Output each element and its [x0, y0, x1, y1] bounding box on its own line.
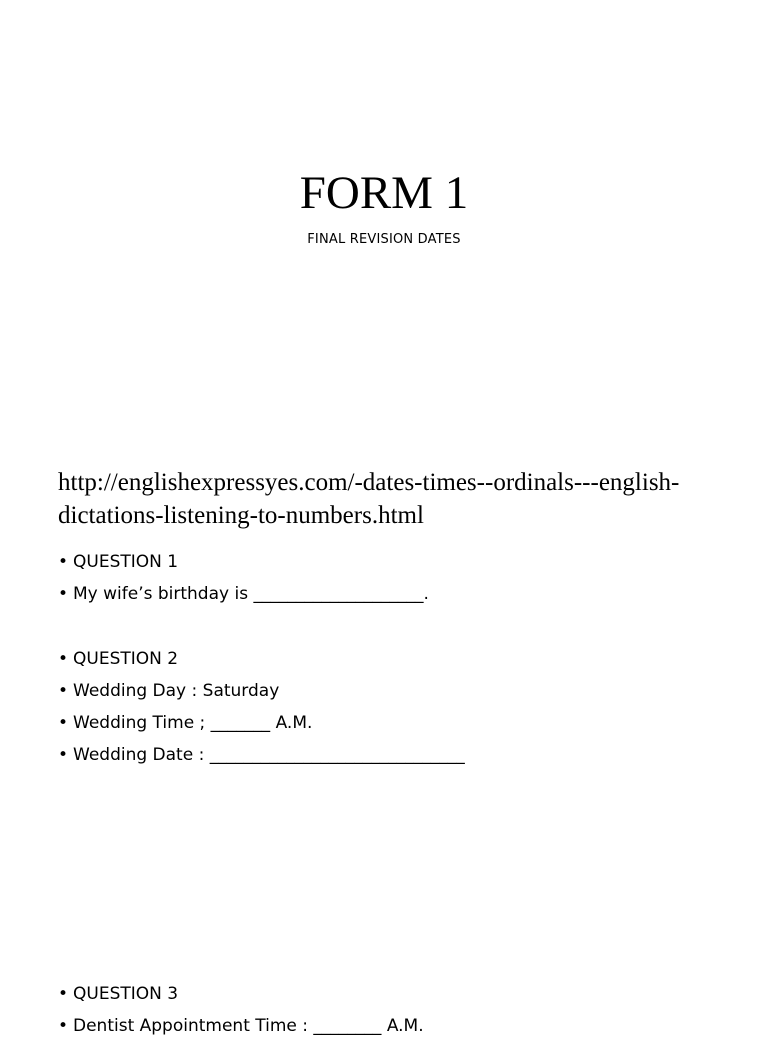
wedding-time-item: • Wedding Time ; _______ A.M. — [58, 707, 465, 739]
question-1-list — [58, 546, 429, 610]
question-3-list — [58, 978, 424, 1042]
slide-title: FORM 1 — [299, 167, 469, 219]
source-link[interactable]: http://englishexpressyes.com/-dates-times--ordinals---english-dictations-listening-to-numbers.html — [58, 469, 680, 529]
slide-subtitle: FINAL REVISION DATES — [307, 232, 461, 247]
question-2-list — [58, 643, 465, 771]
wedding-date-item: • Wedding Date : ______________________________ — [58, 739, 465, 771]
question-1-item: • My wife’s birthday is ____________________. — [58, 578, 429, 610]
question-3-heading: • QUESTION 3 — [58, 978, 424, 1010]
wedding-day-item: • Wedding Day : Saturday — [58, 675, 465, 707]
question-1-heading: • QUESTION 1 — [58, 546, 429, 578]
question-2-heading: • QUESTION 2 — [58, 643, 465, 675]
dentist-appointment-item: • Dentist Appointment Time : ________ A.M. — [58, 1010, 424, 1042]
